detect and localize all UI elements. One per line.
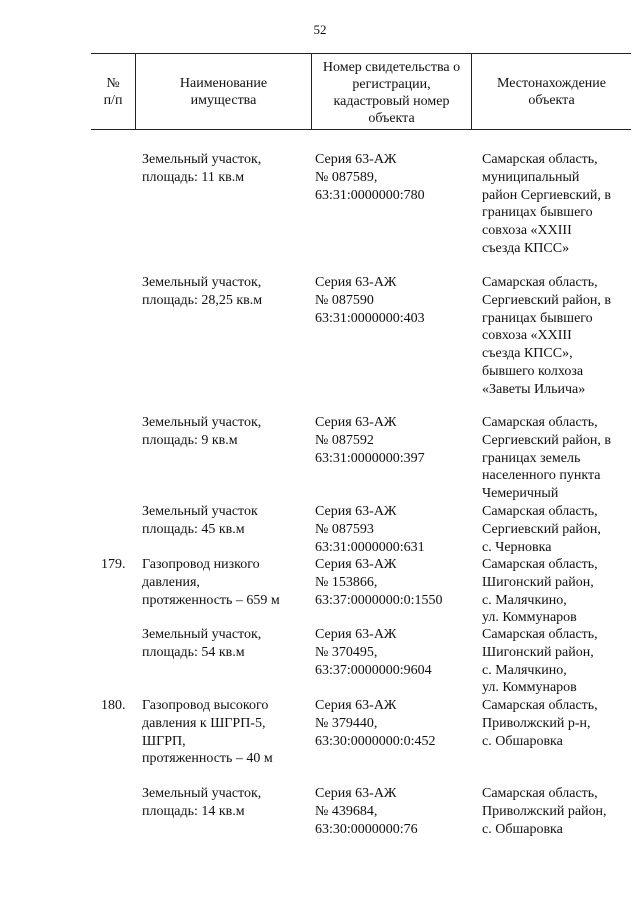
row-number: 179. <box>101 557 126 572</box>
row-property-name: Земельный участок, площадь: 54 кв.м <box>142 627 262 660</box>
row-location: Самарская область, Шигонский район, с. Малячкино, ул. Коммунаров <box>482 557 598 626</box>
header-registration-number: Номер свидетельства о регистрации, кадастровый номер объекта <box>311 54 471 129</box>
row-registration: Серия 63-АЖ № 370495, 63:37:0000000:9604 <box>315 627 432 678</box>
header-number: № п/п <box>103 75 123 108</box>
row-location: Самарская область, Шигонский район, с. Малячкино, ул. Коммунаров <box>482 627 598 696</box>
table-header <box>91 53 631 130</box>
row-registration: Серия 63-АЖ № 087590 63:31:0000000:403 <box>315 275 425 326</box>
row-property-name: Земельный участок, площадь: 28,25 кв.м <box>142 275 263 308</box>
row-registration: Серия 63-АЖ № 153866, 63:37:0000000:0:1550 <box>315 557 443 608</box>
row-registration: Серия 63-АЖ № 087592 63:31:0000000:397 <box>315 415 425 466</box>
row-location: Самарская область, Приволжский р-н, с. Обшаровка <box>482 698 598 749</box>
header-location: Местонахождение объекта <box>471 54 631 129</box>
row-registration: Серия 63-АЖ № 379440, 63:30:0000000:0:452 <box>315 698 436 749</box>
row-property-name: Земельный участок, площадь: 14 кв.м <box>142 786 262 819</box>
row-location: Самарская область, Сергиевский район, в границах бывшего совхоза «XXIII съезда КПСС», бывшего колхоза «Заветы Ильича» <box>482 275 612 397</box>
row-location: Самарская область, муниципальный район Сергиевский, в границах бывшего совхоза «XXIII съезда КПСС» <box>482 152 612 256</box>
row-property-name: Земельный участок, площадь: 11 кв.м <box>142 152 262 185</box>
row-location: Самарская область, Сергиевский район, с. Черновка <box>482 504 601 555</box>
row-property-name: Земельный участок площадь: 45 кв.м <box>142 504 258 537</box>
row-number: 180. <box>101 698 126 713</box>
row-property-name: Газопровод низкого давления, протяженность – 659 м <box>142 557 280 608</box>
row-location: Самарская область, Приволжский район, с. Обшаровка <box>482 786 607 837</box>
row-registration: Серия 63-АЖ № 087593 63:31:0000000:631 <box>315 504 425 555</box>
header-property-name: Наименование имущества <box>135 54 311 129</box>
row-location: Самарская область, Сергиевский район, в границах земель населенного пункта Чемеричный <box>482 415 612 502</box>
row-property-name: Газопровод высокого давления к ШГРП-5, ШГРП, протяженность – 40 м <box>142 698 273 767</box>
row-property-name: Земельный участок, площадь: 9 кв.м <box>142 415 262 448</box>
row-registration: Серия 63-АЖ № 087589, 63:31:0000000:780 <box>315 152 425 203</box>
row-registration: Серия 63-АЖ № 439684, 63:30:0000000:76 <box>315 786 418 837</box>
page-number: 52 <box>313 22 327 37</box>
